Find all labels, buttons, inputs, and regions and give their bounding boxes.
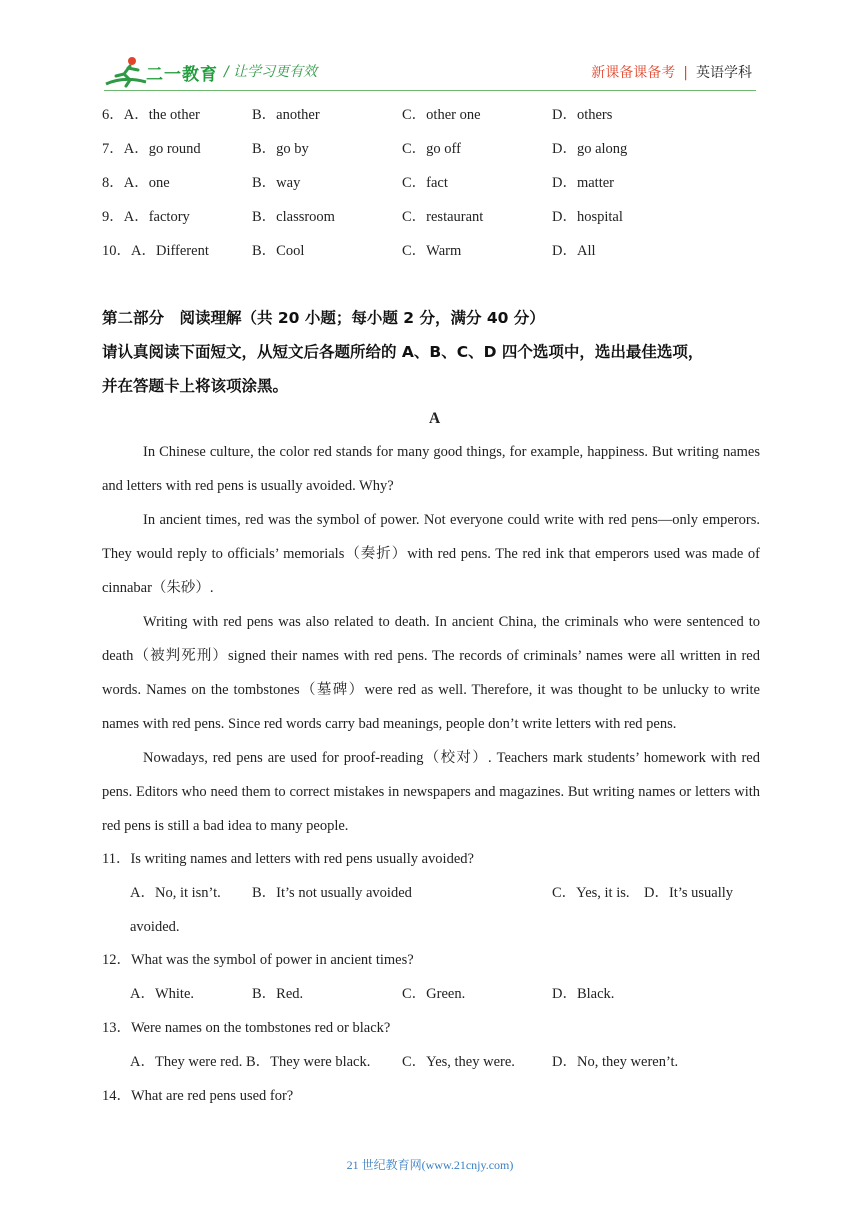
option-d: D．others [552, 107, 613, 123]
section-instruction: 请认真阅读下面短文，从短文后各题所给的 A、B、C、D 四个选项中，选出最佳选项， [102, 343, 704, 361]
option-d-continued: avoided. [130, 919, 180, 935]
option-a: 6．A．the other [102, 107, 200, 123]
option-cd: C．Yes, it is. D．It’s usually [552, 885, 734, 901]
question-13: 13．Were names on the tombstones red or black? [102, 1020, 391, 1036]
option-a: 10．A．Different [102, 243, 209, 259]
passage-label: A [429, 410, 441, 427]
page-header [0, 0, 860, 95]
question-11: 11．Is writing names and letters with red pens usually avoided? [102, 851, 474, 867]
option-a: A．White. [130, 986, 195, 1002]
passage-paragraph: In Chinese culture, the color red stands for many good things, for example, happiness. But writing names and letters with red pens is usually avoided. Why? [102, 444, 760, 494]
header-course: 新课备课备考 [591, 65, 676, 81]
passage-paragraph: Writing with red pens was also related to death. In ancient China, the criminals who were sentenced to death（被判死刑）signed their names with red pens. The records of criminals’ names were all written in red words. Names on the tombstones（墓碑）were red as well. Therefore, it was thought to be unlucky to write names with red pens. Since red words carry bad meanings, people don’t write letters with red pens. [102, 614, 760, 732]
option-a: A．No, it isn’t. [130, 885, 221, 901]
option-d: D．All [552, 243, 596, 259]
option-b: B．way [252, 175, 301, 191]
option-b: B．classroom [252, 209, 335, 225]
option-a: 7．A．go round [102, 141, 201, 157]
option-c: C．Yes, they were. [402, 1054, 515, 1070]
option-a: 8．A．one [102, 175, 170, 191]
option-c: C．fact [402, 175, 448, 191]
option-b: B．Cool [252, 243, 305, 259]
question-12: 12．What was the symbol of power in ancient times? [102, 952, 414, 968]
option-d: D．matter [552, 175, 615, 191]
page-footer[interactable]: 21 世纪教育网(www.21cnjy.com) [346, 1158, 514, 1172]
option-c: C．other one [402, 107, 481, 123]
option-ab: A．They were red. B．They were black. [130, 1054, 371, 1070]
option-c: C．Green. [402, 986, 466, 1002]
section-instruction-cont: 并在答题卡上将该项涂黑。 [102, 377, 289, 395]
header-separator: | [683, 65, 688, 81]
option-b: B．go by [252, 141, 309, 157]
header-subject: 英语学科 [696, 65, 752, 81]
logo-text: 二一教育 [146, 65, 218, 85]
option-d: D．hospital [552, 209, 623, 225]
option-d: D．Black. [552, 986, 615, 1002]
passage-paragraph: In ancient times, red was the symbol of power. Not everyone could write with red pens—only emperors. They would reply to officials’ memorials（奏折）with red pens. The red ink that emperors used was made of cinnabar（朱砂）. [102, 512, 760, 596]
passage-paragraph: Nowadays, red pens are used for proof-reading（校对）. Teachers mark students’ homework with red pens. Editors who need them to correct mistakes in newspapers and magazines. But writing names or letters with red pens is still a bad idea to many people. [102, 750, 760, 834]
header-right [591, 62, 752, 82]
option-c: C．Warm [402, 243, 462, 259]
option-c: C．go off [402, 141, 461, 157]
option-b: B．Red. [252, 986, 304, 1002]
option-d: D．No, they weren’t. [552, 1054, 679, 1070]
option-c: C．restaurant [402, 209, 484, 225]
passage [102, 435, 760, 843]
option-a: 9．A．factory [102, 209, 190, 225]
header-divider [104, 90, 756, 91]
option-b: B．another [252, 107, 320, 123]
section-title: 第二部分 阅读理解（共 20 小题；每小题 2 分，满分 40 分） [102, 309, 545, 327]
option-d: D．go along [552, 141, 628, 157]
option-b: B．It’s not usually avoided [252, 885, 412, 901]
question-14: 14．What are red pens used for? [102, 1088, 294, 1104]
slogan: / 让学习更有效 [224, 64, 318, 80]
